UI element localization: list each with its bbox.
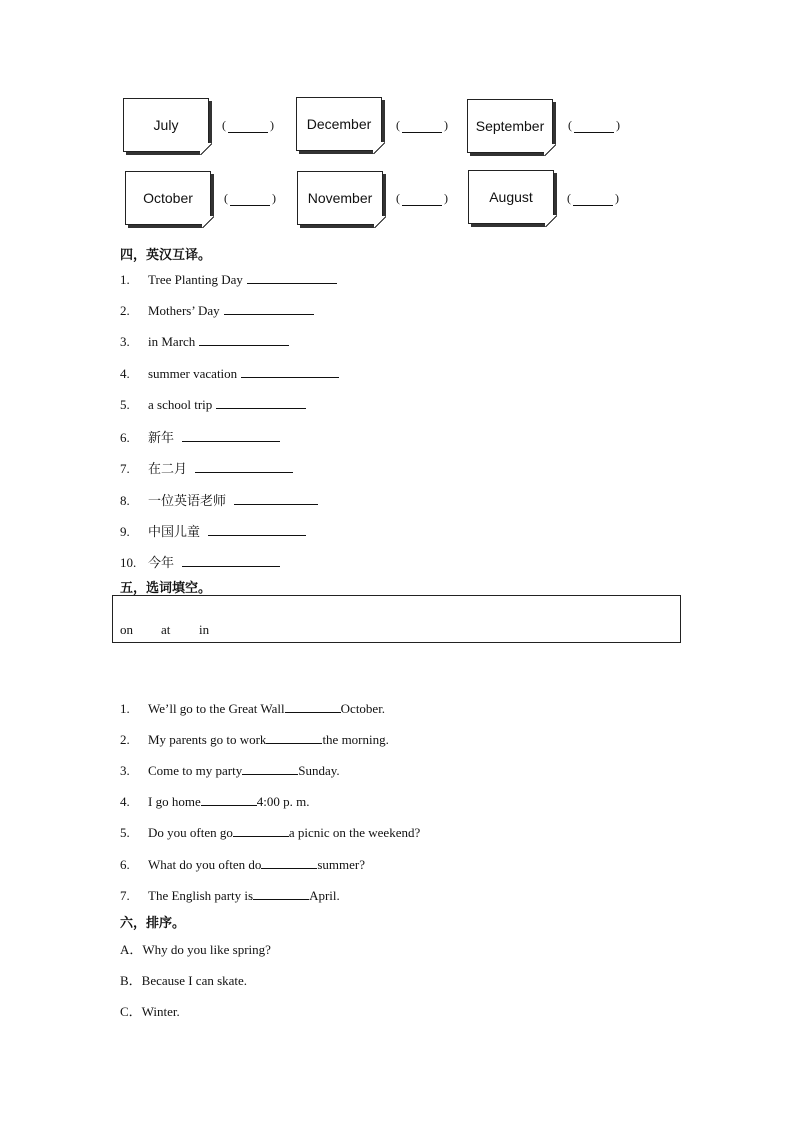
word-bank-word: on — [120, 622, 133, 637]
month-label: October — [143, 190, 193, 206]
month-card-september — [467, 99, 553, 153]
page-curl-icon — [200, 143, 212, 155]
section-6-title: 六，排序。 — [120, 916, 186, 931]
page-curl-icon — [373, 142, 385, 154]
ordering-item: C． Winter. — [120, 1001, 180, 1020]
translation-item: 2. Mothers’ Day — [120, 302, 314, 319]
word-bank-box — [112, 595, 681, 643]
answer-line[interactable] — [224, 302, 314, 315]
fill-blank-item: 4. I go home 4:00 p. m. — [120, 794, 310, 809]
translation-item: 4. summer vacation — [120, 365, 339, 382]
answer-line[interactable] — [285, 700, 341, 713]
option-label: B． — [120, 973, 142, 988]
answer-line[interactable] — [261, 856, 317, 869]
answer-line[interactable] — [242, 762, 298, 775]
answer-line[interactable] — [266, 731, 322, 744]
answer-blank[interactable]: ( ) — [224, 191, 276, 205]
answer-line[interactable] — [216, 396, 306, 409]
month-card-july — [123, 98, 209, 152]
fill-blank-item: 3. Come to my party Sunday. — [120, 763, 340, 778]
ordering-item: B． Because I can skate. — [120, 970, 247, 989]
answer-blank[interactable]: ( ) — [568, 118, 620, 132]
page-curl-icon — [374, 216, 386, 228]
page-curl-icon — [544, 144, 556, 156]
answer-line[interactable] — [234, 492, 318, 505]
month-card-october — [125, 171, 211, 225]
answer-line[interactable] — [233, 824, 289, 837]
word-bank-word: at — [161, 622, 171, 637]
answer-line[interactable] — [182, 554, 280, 567]
month-card-december — [296, 97, 382, 151]
section-4-title: 四，英汉互译。 — [120, 248, 212, 263]
answer-line[interactable] — [182, 429, 280, 442]
answer-line[interactable] — [201, 793, 257, 806]
answer-blank[interactable]: ( ) — [222, 118, 274, 132]
translation-item: 6. 新年 — [120, 427, 280, 446]
translation-item: 3. in March — [120, 333, 289, 350]
answer-blank[interactable]: ( ) — [567, 191, 619, 205]
fill-blank-item: 7. The English party is April. — [120, 888, 340, 903]
month-label: December — [306, 116, 372, 132]
translation-item: 7. 在二月 — [120, 458, 293, 477]
translation-item: 5. a school trip — [120, 396, 306, 413]
month-label: August — [489, 189, 533, 205]
month-label: November — [307, 190, 373, 206]
translation-item: 1. Tree Planting Day — [120, 271, 337, 288]
translation-item: 9. 中国儿童 — [120, 521, 306, 540]
answer-blank[interactable]: ( ) — [396, 191, 448, 205]
section-5-title: 五，选词填空。 — [120, 581, 212, 596]
option-label: A． — [120, 942, 143, 957]
answer-line[interactable] — [199, 333, 289, 346]
month-label: July — [153, 117, 179, 133]
answer-blank[interactable]: ( ) — [396, 118, 448, 132]
fill-blank-item: 6. What do you often do summer? — [120, 857, 366, 872]
answer-line[interactable] — [208, 523, 306, 536]
translation-item: 10. 今年 — [120, 552, 280, 571]
fill-blank-item: 5. Do you often go a picnic on the weekend? — [120, 825, 421, 840]
answer-line[interactable] — [195, 460, 293, 473]
fill-blank-item: 2. My parents go to work the morning. — [120, 732, 389, 747]
page-curl-icon — [202, 216, 214, 228]
answer-line[interactable] — [241, 365, 339, 378]
page-curl-icon — [545, 215, 557, 227]
option-label: C． — [120, 1004, 142, 1019]
translation-item: 8. 一位英语老师 — [120, 490, 318, 509]
answer-line[interactable] — [247, 271, 337, 284]
answer-line[interactable] — [253, 887, 309, 900]
word-bank-word: in — [199, 622, 210, 637]
fill-blank-item: 1. We’ll go to the Great Wall October. — [120, 701, 386, 716]
ordering-item: A． Why do you like spring? — [120, 939, 271, 958]
month-card-november — [297, 171, 383, 225]
month-card-august — [468, 170, 554, 224]
month-label: September — [475, 118, 545, 134]
